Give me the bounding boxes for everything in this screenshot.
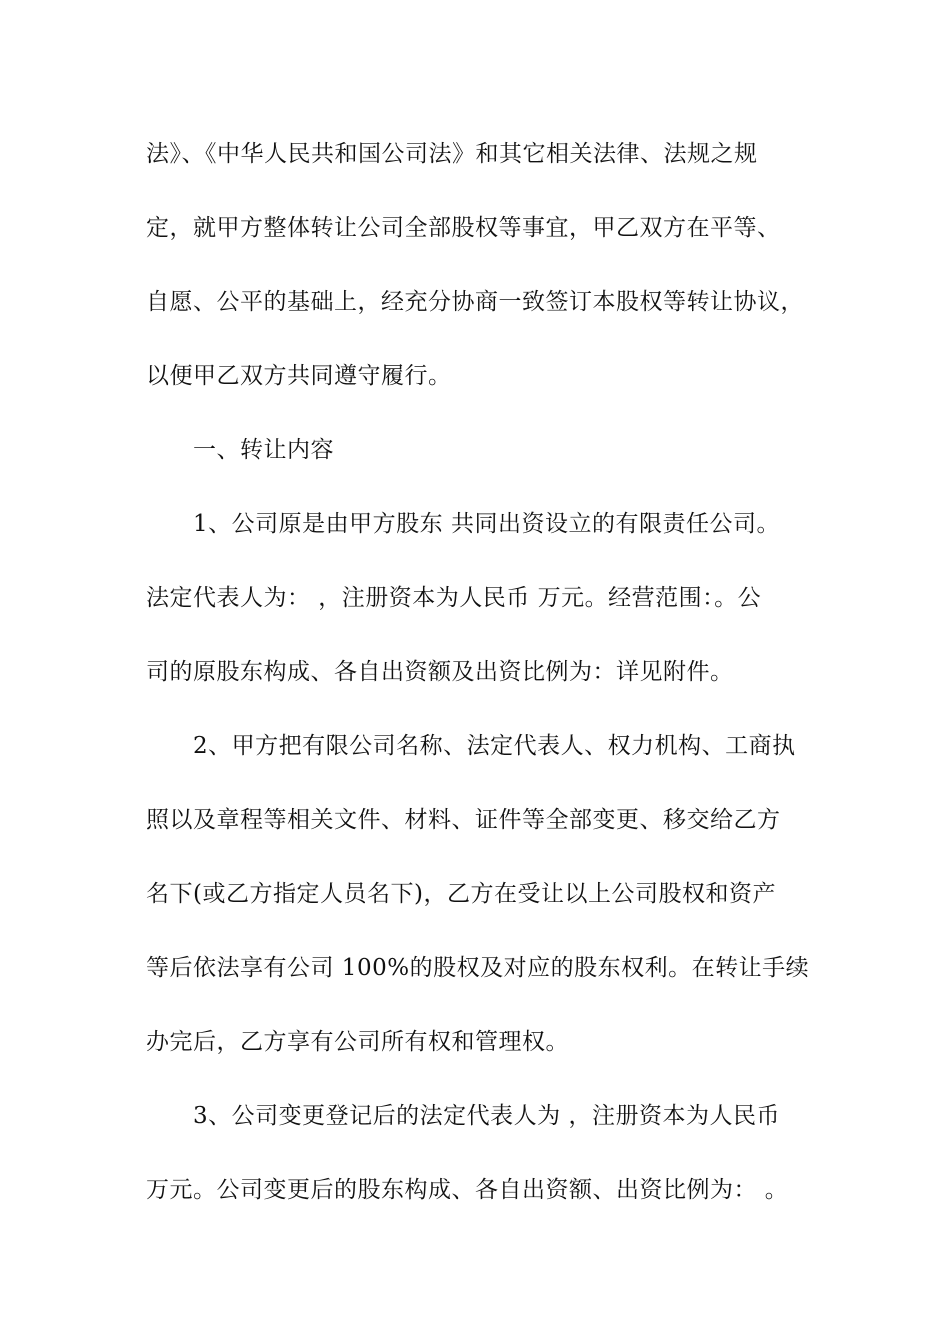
- text-line: 办完后，乙方享有公司所有权和管理权。: [146, 1029, 569, 1055]
- text-line: 以便甲乙双方共同遵守履行。: [146, 363, 452, 389]
- text-line: 万元。公司变更后的股东构成、各自出资额、出资比例为： 。: [146, 1177, 789, 1203]
- text-line: 法》、《中华人民共和国公司法》和其它相关法律、法规之规: [146, 141, 758, 167]
- text-line: 2、甲方把有限公司名称、法定代表人、权力机构、工商执: [193, 733, 796, 759]
- section-heading: 一、转让内容: [193, 437, 334, 463]
- text-line: 司的原股东构成、各自出资额及出资比例为：详见附件。: [146, 659, 734, 685]
- text-line: 名下(或乙方指定人员名下)，乙方在受让以上公司股权和资产: [146, 881, 776, 907]
- text-line: 1、公司原是由甲方股东 共同出资设立的有限责任公司。: [193, 511, 780, 537]
- text-line: 自愿、公平的基础上，经充分协商一致签订本股权等转让协议，: [146, 289, 804, 315]
- text-line: 定，就甲方整体转让公司全部股权等事宜，甲乙双方在平等、: [146, 215, 781, 241]
- text-line: 3、公司变更登记后的法定代表人为 ，注册资本为人民币: [193, 1103, 780, 1129]
- text-line: 法定代表人为： ，注册资本为人民币 万元。经营范围：。公: [146, 585, 762, 611]
- text-line: 照以及章程等相关文件、材料、证件等全部变更、移交给乙方: [146, 807, 781, 833]
- text-line: 等后依法享有公司 100%的股权及对应的股东权利。在转让手续: [146, 955, 810, 981]
